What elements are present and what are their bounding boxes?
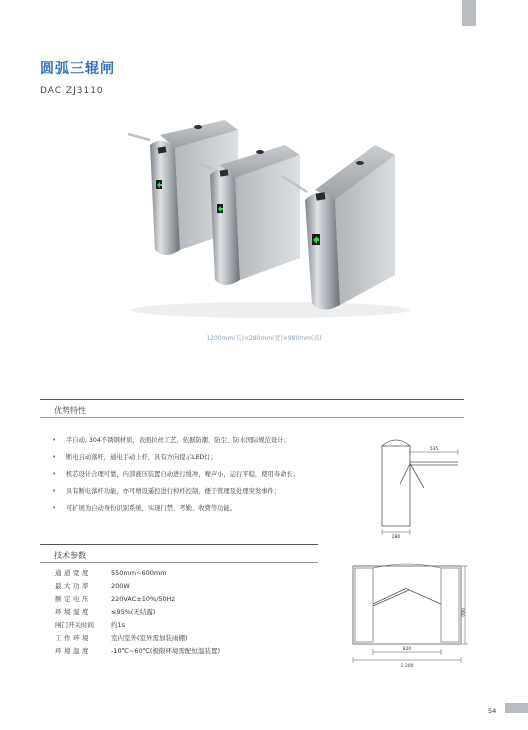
table-row [55,606,220,619]
table-row [55,580,220,593]
specs-bottom-rule [40,562,318,563]
spec-label: 工作环境 [55,634,91,642]
spec-label: 闸门开关时间 [55,621,94,629]
table-row [55,645,220,658]
table-row [55,632,220,645]
model-number: DAC ZJ3110 [40,86,104,96]
dim-base-width: 280 [391,535,401,540]
features-bottom-rule [40,417,464,418]
dim-arm-length: 535 [429,447,439,452]
spec-value: ≤95%(无结露) [111,608,156,616]
dim-inner-width: 820 [402,647,412,652]
feature-item: • 断电自动落杆，通电手动上杆，具有方向提示LED灯； [52,449,299,466]
spec-label: 额定电压 [55,595,91,603]
page-tab [505,703,528,713]
spec-value: 550mm~600mm [111,569,167,577]
feature-item: • 机芯设计合理可靠，内部液压装置自动进行缓冲，噪声小，运行平稳，使用寿命长； [52,466,299,483]
spec-label: 通道宽度 [55,569,91,577]
specs-table [55,567,220,658]
dim-depth: 980 [459,608,464,617]
page-number: 54 [488,707,497,715]
spec-label: 最大功率 [55,582,91,590]
table-row [55,593,220,606]
feature-item: • 可扩展为自动身份识别系统，实现门禁、考勤、收费等功能。 [52,500,299,517]
spec-value: 约1s [111,621,126,629]
specs-heading: 技术参数 [54,551,86,560]
spec-value: 200W [111,582,130,590]
spec-label: 环境温度 [55,647,91,655]
features-list [52,432,299,517]
spec-label: 环境湿度 [55,608,91,616]
spec-value: 室内室外(室外需加装雨棚) [111,634,188,642]
corner-tab [462,0,476,26]
spec-value: -10℃~60℃(极限环境需配恒温装置) [111,647,221,655]
side-view-drawing [370,432,465,540]
table-row [55,567,220,580]
spec-value: 220VAC±10%/50Hz [111,595,175,603]
features-heading: 优势特性 [54,406,86,415]
dimensions-caption: 1200mm(长)×280mm(宽)×980mm(高) [206,335,322,342]
feature-item: • 半自动, 304不锈钢材质，表面拉丝工艺，依据防潮、防尘、防水国际规范设计； [52,432,299,449]
product-photo [120,100,410,325]
page-title: 圆弧三辊闸 [40,61,115,77]
top-view-drawing [345,560,470,668]
specs-top-rule [40,544,318,545]
table-row [55,619,220,632]
feature-item: • 具有断电落杆功能，亦可增设遥控进行掉杆控制，便于管理及处理突发事件； [52,483,299,500]
dim-total-width: 1 200 [400,664,414,668]
features-top-rule [40,399,464,400]
